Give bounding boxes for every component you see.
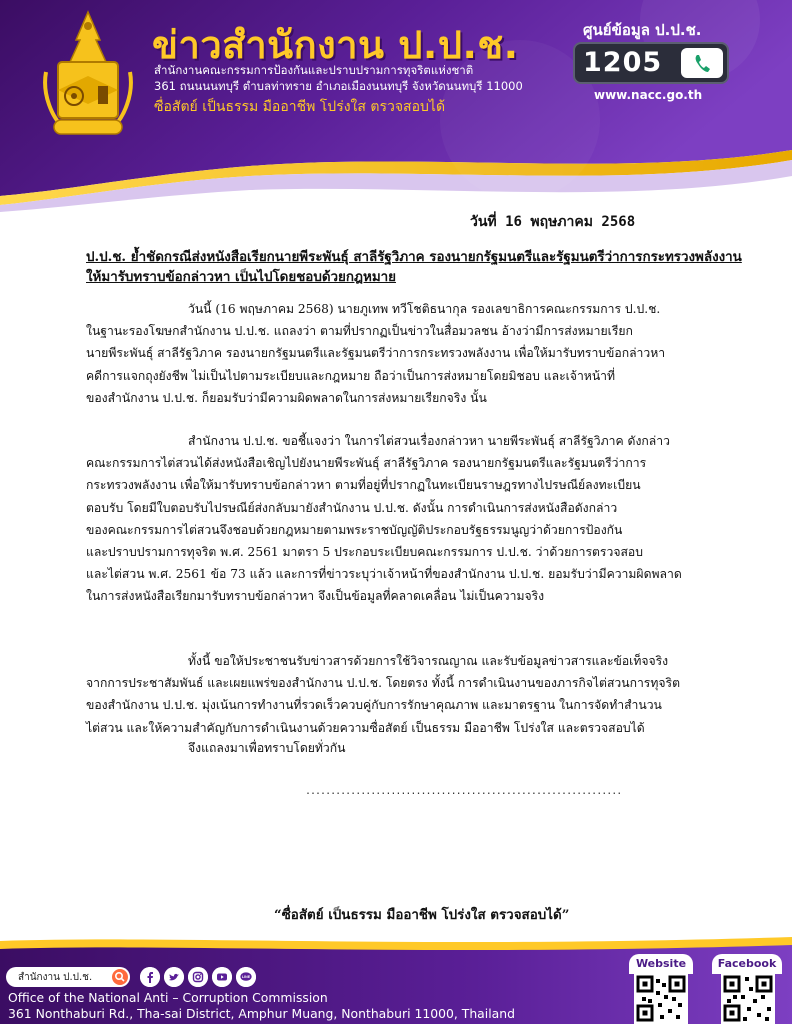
nacc-emblem	[40, 10, 136, 138]
headline-line: ให้มารับทราบข้อกล่าวหา เป็นไปโดยชอบด้วยกฎหมาย	[86, 269, 397, 285]
paragraph-2	[86, 430, 750, 608]
header-website[interactable]: www.nacc.go.th	[594, 88, 703, 102]
paragraph-1	[86, 298, 750, 409]
paragraph-line: ของสำนักงาน ป.ป.ช. มุ่งเน้นการทำงานที่รวดเร็วควบคู่กับการรักษาคุณภาพ และมาตรฐาน ในการจัดทำสำนวน	[86, 698, 662, 713]
paragraph-line: ตอบรับ โดยมีใบตอบรับไปรษณีย์ส่งกลับมายังสำนักงาน ป.ป.ช. ดังนั้น การดำเนินการส่งหนังสือดังกล่าว	[86, 500, 618, 515]
paragraph-line: ในฐานะรองโฆษกสำนักงาน ป.ป.ช. แถลงว่า ตามที่ปรากฏเป็นข่าวในสื่อมวลชน อ้างว่ามีการส่งหมายเรียก	[86, 324, 633, 339]
paragraph-line: ของคณะกรรมการไต่สวนจึงชอบด้วยกฎหมายตามพระราชบัญญัติประกอบรัฐธรรมนูญว่าด้วยการป้องกัน	[86, 522, 623, 537]
paragraph-line: คดีการแจกถุงยังชีพ ไม่เป็นไปตามระเบียบและกฎหมาย ถือว่าเป็นการส่งหมายโดยมิชอบ และเจ้าหน้าที่	[86, 368, 616, 383]
instagram-icon[interactable]	[188, 967, 208, 987]
search-icon[interactable]	[112, 969, 128, 985]
search-text: สำนักงาน ป.ป.ช.	[18, 972, 93, 983]
hotline-number: 1205	[583, 47, 663, 78]
facebook-icon[interactable]	[140, 967, 160, 987]
page-header	[0, 0, 792, 215]
line-icon-label: LINE	[241, 975, 251, 979]
facebook-qr-code[interactable]	[721, 973, 775, 1024]
paragraph-line: จึงแถลงมาเพื่อทราบโดยทั่วกัน	[188, 741, 346, 755]
headline-line: ป.ป.ช. ย้ำชัดกรณีส่งหนังสือเรียกนายพีระพันธุ์ สาลีรัฐวิภาค รองนายกรัฐมนตรีและรัฐมนตรีว่าการกระทรวงพลังงาน	[86, 249, 742, 265]
paragraph-line: และปราบปรามการทุจริต พ.ศ. 2561 มาตรา 5 ประกอบระเบียบคณะกรรมการ ป.ป.ช. ว่าด้วยการตรวจสอบ	[86, 545, 643, 560]
paragraph-line: วันนี้ (16 พฤษภาคม 2568) นายภูเทพ ทวีโชติธนากุล รองเลขาธิการคณะกรรมการ ป.ป.ช.	[188, 302, 661, 316]
page-footer	[0, 935, 792, 1024]
phone-icon	[681, 48, 723, 78]
paragraph-line: ไต่สวน และให้ความสำคัญกับการดำเนินงานด้วยความซื่อสัตย์ เป็นธรรม มืออาชีพ โปร่งใส และตรวจสอบได้	[86, 720, 645, 735]
header-org-name: สำนักงานคณะกรรมการป้องกันและปราบปรามการทุจริตแห่งชาติ	[154, 63, 474, 77]
paragraph-line: กระทรวงพลังงาน เพื่อให้มารับทราบข้อกล่าวหา ตามที่อยู่ที่ปรากฏในทะเบียนราษฎรทางไปรษณีย์ลงทะเบียน	[86, 478, 641, 493]
paragraph-line: ในการส่งหนังสือเรียกมารับทราบข้อกล่าวหา จึงเป็นข้อมูลที่คลาดเคลื่อน ไม่เป็นความจริง	[86, 589, 545, 604]
hotline-title: ศูนย์ข้อมูล ป.ป.ช.	[583, 21, 702, 39]
document-headline	[86, 247, 746, 287]
paragraph-line: สำนักงาน ป.ป.ช. ขอชี้แจงว่า ในการไต่สวนเรื่องกล่าวหา นายพีระพันธุ์ สาลีรัฐวิภาค ดังกล่าว	[188, 434, 670, 448]
footer-org-en: Office of the National Anti – Corruption Commission	[8, 990, 328, 1005]
facebook-label: Facebook	[712, 954, 782, 974]
website-label: Website	[629, 954, 693, 974]
paragraph-line: และไต่สวน พ.ศ. 2561 ข้อ 73 แล้ว และการที่ข่าวระบุว่าเจ้าหน้าที่ของสำนักงาน ป.ป.ช. ยอมรับว่ามีความผิดพลาด	[86, 567, 682, 582]
hotline-badge	[573, 42, 729, 84]
paragraph-line: นายพีระพันธุ์ สาลีรัฐวิภาค รองนายกรัฐมนตรีและรัฐมนตรีว่าการกระทรวงพลังงาน เพื่อให้มารับทราบข้อกล่าวหา	[86, 346, 666, 361]
line-icon[interactable]	[236, 967, 256, 987]
footer-address-en: 361 Nonthaburi Rd., Tha-sai District, Amphur Muang, Nonthaburi 11000, Thailand	[8, 1006, 515, 1021]
separator-dots: ...............................................................	[305, 786, 622, 797]
website-qr-code[interactable]	[634, 973, 688, 1024]
twitter-icon[interactable]	[164, 967, 184, 987]
paragraph-line: ทั้งนี้ ขอให้ประชาชนรับข่าวสารด้วยการใช้วิจารณญาณ และรับข้อมูลข่าวสารและข้อเท็จจริง	[188, 654, 669, 668]
paragraph-line: ของสำนักงาน ป.ป.ช. ก็ยอมรับว่ามีความผิดพลาดในการส่งหมายเรียกจริง นั้น	[86, 390, 487, 405]
paragraph-4	[86, 737, 750, 759]
paragraph-line: จากการประชาสัมพันธ์ และเผยแพร่ของสำนักงาน ป.ป.ช. โดยตรง ทั้งนี้ การดำเนินงานของภารกิจไต่สวนการทุจริต	[86, 676, 680, 691]
document-slogan: “ซื่อสัตย์ เป็นธรรม มืออาชีพ โปร่งใส ตรวจสอบได้”	[274, 907, 570, 923]
header-address: 361 ถนนนนทบุรี ตำบลท่าทราย อำเภอเมืองนนทบุรี จังหวัดนนทบุรี 11000	[154, 79, 523, 93]
youtube-icon[interactable]	[212, 967, 232, 987]
paragraph-3	[86, 650, 750, 739]
document-date: วันที่ 16 พฤษภาคม 2568	[470, 214, 636, 230]
paragraph-line: คณะกรรมการไต่สวนได้ส่งหนังสือเชิญไปยังนายพีระพันธุ์ สาลีรัฐวิภาค รองนายกรัฐมนตรีและรัฐมนตรีว่าการ	[86, 456, 647, 471]
header-motto: ซื่อสัตย์ เป็นธรรม มืออาชีพ โปร่งใส ตรวจสอบได้	[154, 99, 446, 115]
header-title: ข่าวสำนักงาน ป.ป.ช.	[152, 23, 519, 67]
search-box[interactable]	[6, 967, 130, 987]
